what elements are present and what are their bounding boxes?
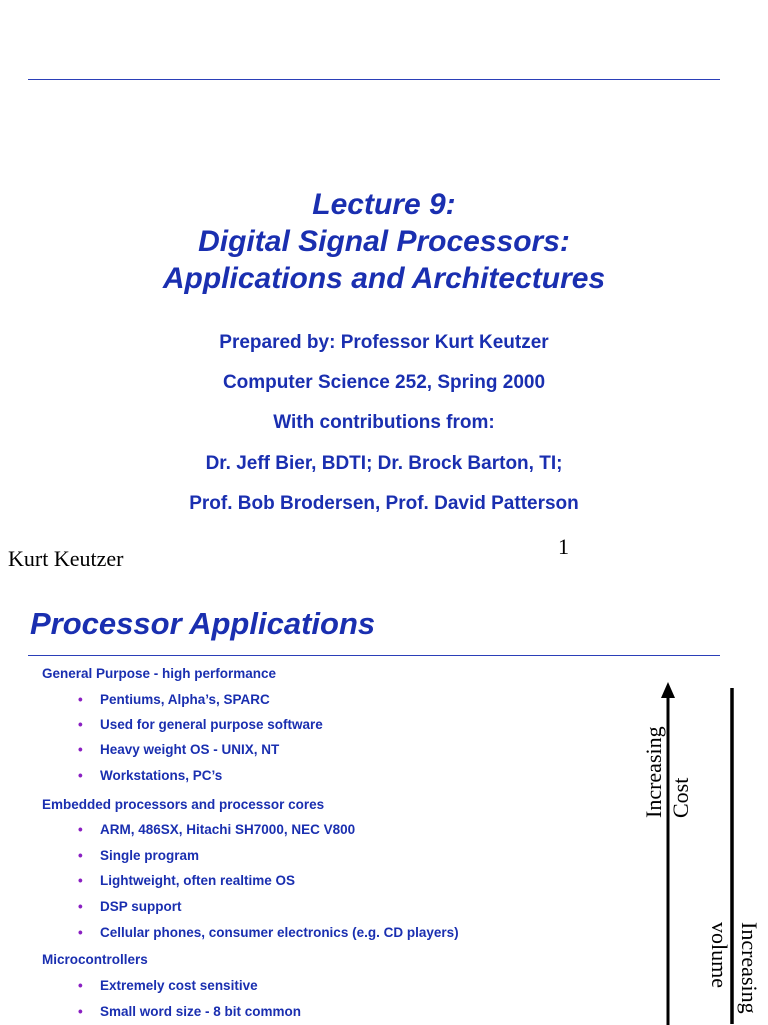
bullet-icon: •: [78, 742, 83, 757]
lecture-title-line-3: Applications and Architectures: [162, 262, 606, 295]
contributors-line-1: Dr. Jeff Bier, BDTI; Dr. Brock Barton, TI;: [205, 453, 563, 474]
course-info: Computer Science 252, Spring 2000: [222, 372, 546, 393]
bullet-icon: •: [78, 925, 83, 940]
bullet-icon: •: [78, 873, 83, 888]
bullet-icon: •: [78, 768, 83, 783]
list-item: • Lightweight, often realtime OS: [78, 873, 296, 888]
list-item: • Used for general purpose software: [78, 717, 323, 732]
bullet-icon: •: [78, 822, 83, 837]
top-divider: [28, 79, 720, 80]
lecture-title-line-1: Lecture 9:: [312, 188, 456, 221]
contributions-heading: With contributions from:: [273, 412, 495, 433]
lecture-title-line-2: Digital Signal Processors:: [198, 225, 570, 258]
list-item: • Small word size - 8 bit common: [78, 1004, 302, 1019]
section-heading: Microcontrollers: [42, 952, 148, 967]
bullet-icon: •: [78, 848, 83, 863]
cost-axis-label-1: Increasing: [641, 726, 666, 818]
list-item: • Single program: [78, 848, 200, 863]
list-item: • Cellular phones, consumer electronics (e.g. CD players): [78, 925, 459, 940]
footer-author: Kurt Keutzer: [8, 546, 124, 571]
list-item: • DSP support: [78, 899, 182, 914]
contributors-line-2: Prof. Bob Brodersen, Prof. David Patterson: [189, 493, 579, 514]
list-item: • Pentiums, Alpha’s, SPARC: [78, 692, 270, 707]
bullet-icon: •: [78, 717, 83, 732]
slide-title: Processor Applications: [30, 606, 376, 641]
bullet-icon: •: [78, 978, 83, 993]
list-item: • ARM, 486SX, Hitachi SH7000, NEC V800: [78, 822, 356, 837]
list-item: • Heavy weight OS - UNIX, NT: [78, 742, 280, 757]
volume-axis-label-1: Increasing: [737, 922, 762, 1014]
section-heading: General Purpose - high performance: [42, 666, 277, 681]
page-number: 1: [558, 534, 569, 559]
bullet-icon: •: [78, 899, 83, 914]
volume-axis-label-2: volume: [707, 922, 732, 988]
section-heading: Embedded processors and processor cores: [42, 797, 325, 812]
list-item: • Workstations, PC’s: [78, 768, 223, 783]
title-divider: [28, 655, 720, 656]
bullet-icon: •: [78, 692, 83, 707]
bullet-icon: •: [78, 1004, 83, 1019]
list-item: • Extremely cost sensitive: [78, 978, 258, 993]
prepared-by: Prepared by: Professor Kurt Keutzer: [219, 332, 549, 353]
cost-axis-label-2: Cost: [668, 777, 693, 818]
